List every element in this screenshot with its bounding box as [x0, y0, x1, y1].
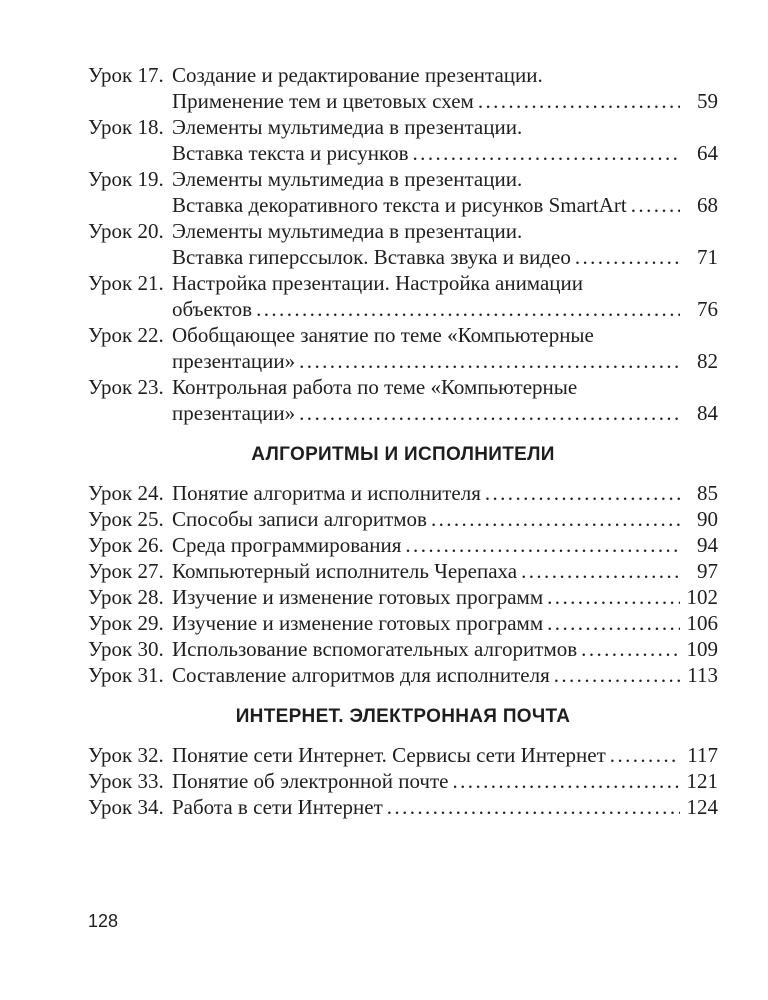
toc-entry-title: презентации» [172, 349, 296, 373]
toc-page-number: 109 [686, 637, 718, 661]
toc-dot-leader [631, 192, 680, 218]
toc-dot-leader [478, 88, 680, 114]
toc-entry [88, 610, 718, 636]
toc-page-number: 85 [697, 481, 718, 505]
section-heading-algorithms: АЛГОРИТМЫ И ИСПОЛНИТЕЛИ [251, 444, 555, 465]
toc-entry-title: Применение тем и цветовых схем [172, 89, 474, 113]
toc-entry-title: Вставка гиперссылок. Вставка звука и видео [172, 245, 571, 269]
toc-entry-title: Создание и редактирование презентации. [172, 63, 543, 87]
toc-dot-leader [453, 768, 681, 794]
toc-page-number: 59 [697, 89, 718, 113]
toc-dot-leader [299, 400, 680, 426]
toc-page-number: 82 [697, 349, 718, 373]
toc-page-number: 84 [697, 401, 718, 425]
toc-dot-leader [547, 610, 680, 636]
toc-entry-label: Урок 24. [88, 481, 164, 505]
toc-page-number: 94 [697, 533, 718, 557]
toc-entry-label: Урок 29. [88, 611, 164, 635]
toc-entry-title: Понятие об электронной почте [172, 769, 449, 793]
toc-page-number: 97 [697, 559, 718, 583]
toc-entry-title: Понятие сети Интернет. Сервисы сети Интернет [172, 743, 606, 767]
toc-dot-leader [581, 636, 680, 662]
toc-dot-leader [431, 506, 680, 532]
toc-entry [88, 506, 718, 532]
toc-entry-label: Урок 19. [88, 167, 164, 191]
toc-entry-title: Компьютерный исполнитель Черепаха [172, 559, 518, 583]
toc-entry-title: Понятие алгоритма и исполнителя [172, 481, 481, 505]
section-heading-internet: ИНТЕРНЕТ. ЭЛЕКТРОННАЯ ПОЧТА [235, 706, 571, 727]
toc-page-number: 68 [697, 193, 718, 217]
toc-entry [88, 532, 718, 558]
toc-dot-leader [256, 296, 680, 322]
toc-page-number: 121 [686, 769, 718, 793]
toc-entry [88, 768, 718, 794]
toc-entry [88, 584, 718, 610]
toc-page-number: 76 [697, 297, 718, 321]
toc-entry-label: Урок 30. [88, 637, 164, 661]
toc-entry-label: Урок 18. [88, 115, 164, 139]
toc-entry-label: Урок 21. [88, 271, 164, 295]
toc-entry-title: Элементы мультимедиа в презентации. [172, 167, 523, 191]
toc-entry [88, 322, 718, 374]
toc-dot-leader [610, 742, 680, 768]
toc-page-number: 90 [697, 507, 718, 531]
toc-entry [88, 636, 718, 662]
toc-dot-leader [521, 558, 680, 584]
toc-entry-title: Вставка текста и рисунков [172, 141, 409, 165]
toc-entry-label: Урок 33. [88, 769, 164, 793]
toc-entry-label: Урок 28. [88, 585, 164, 609]
toc-entry-title: Элементы мультимедиа в презентации. [172, 219, 523, 243]
toc-page-number: 106 [686, 611, 718, 635]
toc-dot-leader [547, 584, 680, 610]
toc-entry-title: Использование вспомогательных алгоритмов [172, 637, 578, 661]
table-of-contents [88, 62, 718, 820]
toc-page-number: 113 [687, 663, 718, 687]
toc-page-number: 102 [686, 585, 718, 609]
toc-entry-title: Вставка декоративного текста и рисунков SmartArt [172, 193, 627, 217]
toc-entry-label: Урок 31. [88, 663, 164, 687]
toc-entry [88, 374, 718, 426]
toc-page-number: 124 [686, 795, 718, 819]
toc-entry-title: Изучение и изменение готовых программ [172, 611, 544, 635]
toc-page-number: 117 [687, 743, 718, 767]
toc-entry-label: Урок 23. [88, 375, 164, 399]
toc-dot-leader [387, 794, 680, 820]
toc-page-number: 71 [697, 245, 718, 269]
toc-dot-leader [575, 244, 680, 270]
toc-entry-title: Элементы мультимедиа в презентации. [172, 115, 523, 139]
toc-entry-label: Урок 32. [88, 743, 164, 767]
toc-entry [88, 270, 718, 322]
toc-entry-title: Изучение и изменение готовых программ [172, 585, 544, 609]
toc-entry-label: Урок 20. [88, 219, 164, 243]
toc-entry [88, 114, 718, 166]
toc-entry [88, 662, 718, 688]
toc-entry [88, 480, 718, 506]
toc-entry-title: Среда программирования [172, 533, 402, 557]
toc-entry-title: объектов [172, 297, 253, 321]
toc-entry-label: Урок 34. [88, 795, 164, 819]
toc-dot-leader [405, 532, 680, 558]
toc-entry [88, 742, 718, 768]
toc-entry [88, 218, 718, 270]
toc-entry-title: презентации» [172, 401, 296, 425]
toc-entry-title: Составление алгоритмов для исполнителя [172, 663, 550, 687]
toc-entry-label: Урок 27. [88, 559, 164, 583]
toc-dot-leader [413, 140, 680, 166]
toc-entry [88, 166, 718, 218]
toc-entry-title: Способы записи алгоритмов [172, 507, 427, 531]
toc-dot-leader [554, 662, 680, 688]
toc-entry-title: Обобщающее занятие по теме «Компьютерные [172, 323, 594, 347]
toc-entry [88, 558, 718, 584]
toc-entry-label: Урок 22. [88, 323, 164, 347]
toc-entry-title: Работа в сети Интернет [172, 795, 383, 819]
toc-entry-title: Настройка презентации. Настройка анимации [172, 271, 583, 295]
toc-entry-label: Урок 17. [88, 63, 164, 87]
toc-entry [88, 62, 718, 114]
toc-entry-title: Контрольная работа по теме «Компьютерные [172, 375, 578, 399]
toc-entry-label: Урок 26. [88, 533, 164, 557]
toc-dot-leader [485, 480, 680, 506]
toc-entry [88, 794, 718, 820]
toc-dot-leader [299, 348, 680, 374]
toc-entry-label: Урок 25. [88, 507, 164, 531]
toc-page-number: 64 [697, 141, 718, 165]
page-folio: 128 [88, 911, 119, 931]
